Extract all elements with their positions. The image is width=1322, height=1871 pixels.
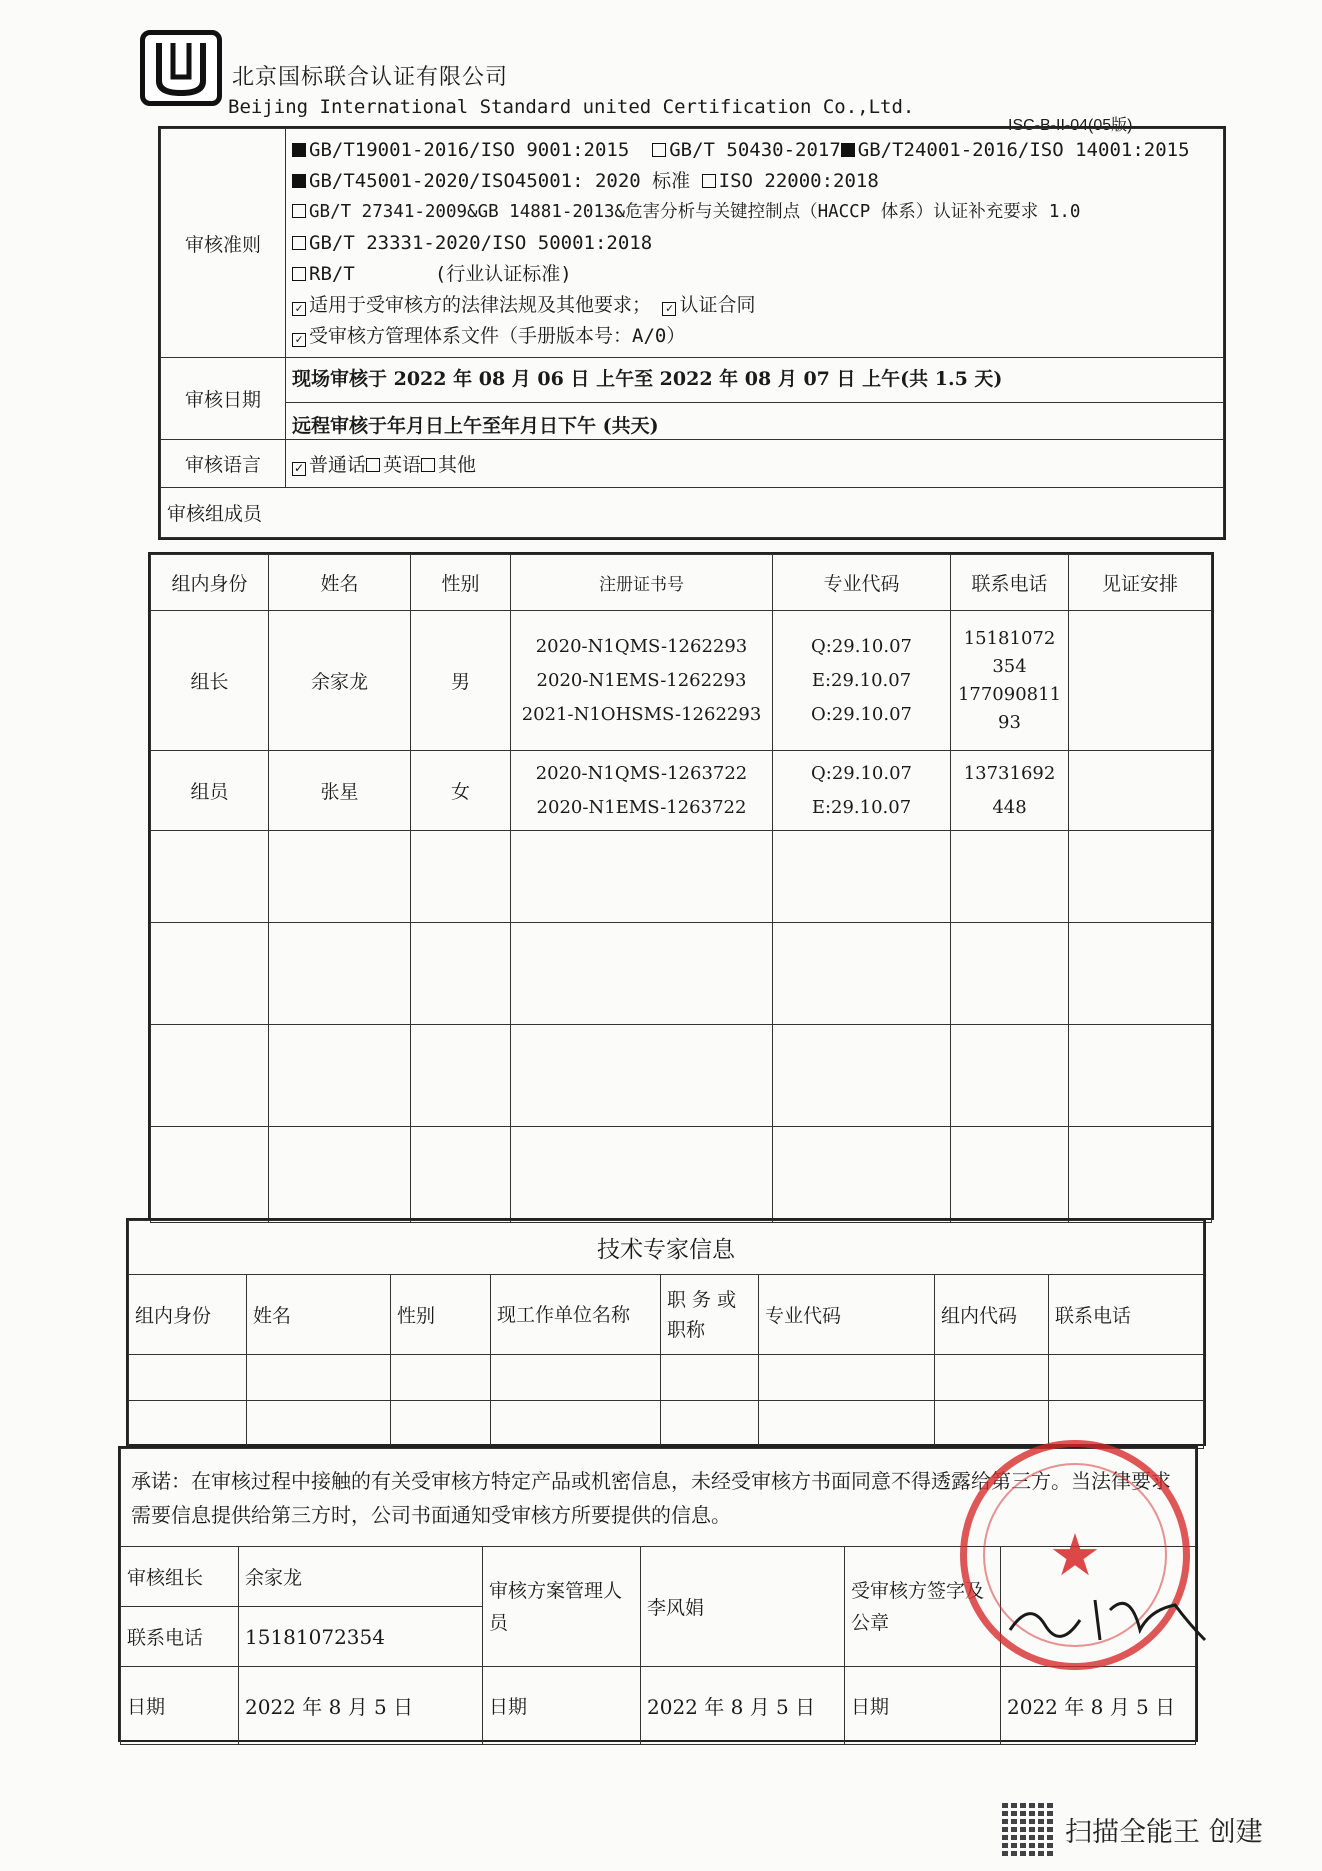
lang-english: 英语: [383, 453, 422, 476]
leader-phone-1a: 15181072: [963, 627, 1056, 649]
date-1: 2022 年 8 月 5 日: [239, 1667, 483, 1745]
leader-code-q: Q:29.10.07: [811, 635, 912, 657]
checkbox-other[interactable]: [421, 458, 435, 472]
qr-code-icon: [1002, 1802, 1056, 1856]
criteria-50430: GB/T 50430-2017: [669, 138, 841, 161]
col-witness: 见证安排: [1069, 555, 1212, 611]
client-sign-label: 受审核方签字及公章: [845, 1547, 1001, 1667]
checkbox-qms[interactable]: [292, 143, 306, 157]
leader-name: 余家龙: [269, 611, 411, 751]
leader-codes: [773, 611, 951, 751]
lang-mandarin: 普通话: [309, 453, 367, 476]
col-role: 组内身份: [151, 555, 269, 611]
criteria-laws: 适用于受审核方的法律法规及其他要求；: [309, 293, 652, 316]
remote-dates: 远程审核于年月日上午至年月日下午 (共天): [292, 415, 659, 438]
table-row: [151, 611, 1212, 751]
criteria-cell: [286, 129, 1224, 358]
dates-label: 审核日期: [161, 358, 286, 439]
mgr-name: 李风娟: [641, 1547, 845, 1667]
leader-sign-name: 余家龙: [239, 1547, 483, 1607]
member-certs: [511, 751, 773, 831]
onsite-dates: 现场审核于 2022 年 08 月 06 日 上午至 2022 年 08 月 07 日 上午(共 1.5 天): [286, 358, 1223, 403]
member-phone-a: 13731692: [963, 762, 1056, 784]
leader-sign-label: 审核组长: [121, 1547, 239, 1607]
checkbox-contract[interactable]: [662, 302, 676, 316]
experts-title: 技术专家信息: [129, 1221, 1204, 1275]
table-row: [151, 1127, 1212, 1223]
criteria-mgmt-docs: 受审核方管理体系文件（手册版本号：A/0）: [309, 324, 686, 347]
scanner-watermark: 扫描全能王 创建: [1065, 1817, 1263, 1848]
criteria-label: 审核准则: [161, 129, 286, 358]
checkbox-ohsms[interactable]: [292, 174, 306, 188]
exp-col-sex: 性别: [391, 1275, 491, 1355]
member-role: 组员: [151, 751, 269, 831]
language-cell: [286, 439, 1224, 487]
criteria-qms: GB/T19001-2016/ISO 9001:2015: [309, 138, 630, 161]
col-phone: 联系电话: [951, 555, 1069, 611]
team-label: 审核组成员: [161, 487, 1224, 537]
audit-info-section: [158, 126, 1226, 540]
commitment-text: 承诺：在审核过程中接触的有关受审核方特定产品或机密信息，未经受审核方书面同意不得透露给第三方。当法律要求需要信息提供给第三方时，公司书面通知受审核方所要提供的信息。: [121, 1449, 1196, 1547]
member-codes: [773, 751, 951, 831]
member-witness: [1069, 751, 1212, 831]
team-table: [148, 552, 1214, 1220]
checkbox-laws[interactable]: [292, 302, 306, 316]
table-row: [129, 1401, 1204, 1449]
phone-label: 联系电话: [121, 1607, 239, 1667]
member-name: 张星: [269, 751, 411, 831]
leader-role: 组长: [151, 611, 269, 751]
mgr-label: 审核方案管理人员: [483, 1547, 641, 1667]
member-code-e: E:29.10.07: [811, 796, 912, 818]
criteria-iso22000: ISO 22000:2018: [718, 169, 879, 192]
checkbox-rbt[interactable]: [292, 267, 306, 281]
leader-cert-qms: 2020-N1QMS-1262293: [535, 635, 748, 657]
exp-col-group-code: 组内代码: [935, 1275, 1049, 1355]
language-label: 审核语言: [161, 439, 286, 487]
experts-table: [126, 1218, 1206, 1446]
leader-phone: 15181072354: [239, 1607, 483, 1667]
company-name-cn: 北京国标联合认证有限公司: [232, 65, 509, 90]
exp-col-role: 组内身份: [129, 1275, 247, 1355]
exp-col-employer: 现工作单位名称: [491, 1275, 661, 1355]
criteria-ohsms: GB/T45001-2020/ISO45001: 2020 标准: [309, 169, 691, 192]
leader-sex: 男: [411, 611, 511, 751]
exp-col-name: 姓名: [247, 1275, 391, 1355]
date-3: 2022 年 8 月 5 日: [1001, 1667, 1196, 1745]
checkbox-mandarin[interactable]: [292, 462, 306, 476]
leader-phones: [951, 611, 1069, 751]
document-number: ISC-B-II-04(05版): [1008, 117, 1133, 134]
checkbox-50430[interactable]: [652, 143, 666, 157]
company-name-en: Beijing International Standard united Certification Co.,Ltd.: [228, 96, 915, 118]
lang-other: 其他: [438, 453, 477, 476]
checkbox-haccp[interactable]: [292, 204, 306, 218]
member-cert-ems: 2020-N1EMS-1263722: [536, 796, 747, 818]
exp-col-title: 职 务 或职称: [661, 1275, 759, 1355]
checkbox-english[interactable]: [366, 458, 380, 472]
criteria-haccp: GB/T 27341-2009&GB 14881-2013&危害分析与关键控制点（HACCP 体系）认证补充要求 1.0: [309, 201, 1081, 222]
leader-witness: [1069, 611, 1212, 751]
member-cert-qms: 2020-N1QMS-1263722: [535, 762, 748, 784]
leader-cert-ems: 2020-N1EMS-1262293: [536, 669, 747, 691]
leader-phone-2a: 177090811: [957, 683, 1062, 705]
date-label-3: 日期: [845, 1667, 1001, 1745]
criteria-industry: (行业认证标准): [434, 262, 572, 285]
member-sex: 女: [411, 751, 511, 831]
criteria-enms: GB/T 23331-2020/ISO 50001:2018: [309, 231, 653, 254]
date-label-2: 日期: [483, 1667, 641, 1745]
member-code-q: Q:29.10.07: [811, 762, 912, 784]
table-row: [151, 831, 1212, 923]
leader-code-e: E:29.10.07: [811, 669, 912, 691]
leader-phone-2b: 93: [998, 711, 1021, 733]
table-row: [151, 751, 1212, 831]
checkbox-iso22000[interactable]: [702, 174, 716, 188]
handwritten-signature-icon: [1000, 1580, 1210, 1650]
checkbox-ems[interactable]: [841, 143, 855, 157]
col-name: 姓名: [269, 555, 411, 611]
checkbox-mgmt-docs[interactable]: [292, 333, 306, 347]
leader-certs: [511, 611, 773, 751]
leader-cert-ohsms: 2021-N1OHSMS-1262293: [521, 703, 762, 725]
member-phone-b: 448: [992, 796, 1027, 818]
logo-mark-icon: [145, 35, 217, 101]
company-logo: [140, 30, 222, 106]
date-2: 2022 年 8 月 5 日: [641, 1667, 845, 1745]
col-code: 专业代码: [773, 555, 951, 611]
col-sex: 性别: [411, 555, 511, 611]
dates-cell: [286, 358, 1224, 439]
exp-col-code: 专业代码: [759, 1275, 935, 1355]
criteria-contract: 认证合同: [679, 293, 756, 316]
table-row: [151, 1025, 1212, 1127]
company-seal-icon: ★: [960, 1440, 1190, 1670]
exp-col-phone: 联系电话: [1049, 1275, 1204, 1355]
col-cert: 注册证书号: [511, 555, 773, 611]
date-label-1: 日期: [121, 1667, 239, 1745]
leader-phone-1b: 354: [992, 655, 1027, 677]
leader-code-o: O:29.10.07: [811, 703, 912, 725]
table-row: [129, 1355, 1204, 1401]
member-phones: [951, 751, 1069, 831]
criteria-rbt: RB/T: [309, 262, 355, 285]
checkbox-enms[interactable]: [292, 236, 306, 250]
table-row: [151, 923, 1212, 1025]
criteria-ems: GB/T24001-2016/ISO 14001:2015: [857, 138, 1190, 161]
